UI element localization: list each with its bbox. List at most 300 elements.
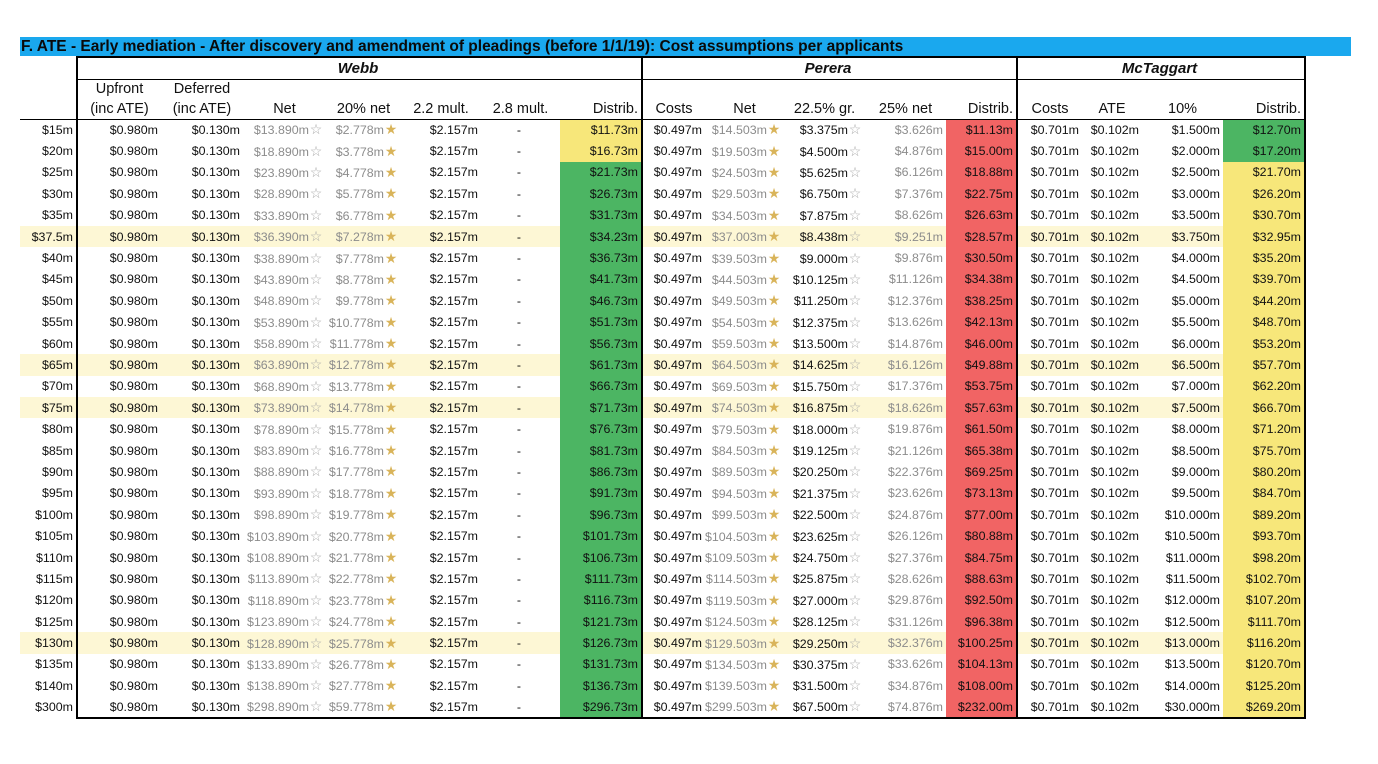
cell-value: $10.500m bbox=[1164, 529, 1221, 544]
cell-w-def bbox=[161, 376, 243, 397]
cell-w-28 bbox=[481, 590, 560, 611]
cell-value: $0.701m bbox=[1030, 315, 1080, 330]
cell-w-dist bbox=[560, 376, 642, 397]
cell-m-dist bbox=[1223, 205, 1305, 226]
cell-p-net bbox=[705, 140, 784, 161]
cell-m-10 bbox=[1142, 697, 1223, 718]
cell-w-20 bbox=[326, 162, 401, 183]
cell-m-dist bbox=[1223, 183, 1305, 204]
cell-value: $111.70m bbox=[1247, 614, 1302, 629]
cell-value: $33.626m bbox=[887, 657, 944, 672]
cell-value: $0.701m bbox=[1030, 464, 1080, 479]
cell-value: $0.701m bbox=[1030, 507, 1080, 522]
cell-value: $73.890m bbox=[253, 401, 309, 416]
cell-p-225 bbox=[784, 312, 865, 333]
cell-p-dist bbox=[946, 632, 1017, 653]
row-label: $125m bbox=[35, 614, 73, 629]
star-filled-icon: ★ bbox=[767, 313, 781, 330]
cell-p-costs bbox=[642, 547, 705, 568]
cell-w-net bbox=[243, 290, 326, 311]
cell-value: $18.000m bbox=[792, 422, 849, 437]
cell-p-costs bbox=[642, 162, 705, 183]
cell-w-up bbox=[77, 568, 161, 589]
cell-value: $14.778m bbox=[328, 401, 384, 416]
col-upfront: Upfront bbox=[77, 79, 161, 99]
cell-p-dist bbox=[946, 162, 1017, 183]
cell-value: $57.63m bbox=[964, 400, 1014, 415]
cell-value: $0.701m bbox=[1030, 443, 1080, 458]
cell-value: $9.778m bbox=[335, 294, 384, 309]
cell-value: $0.497m bbox=[653, 486, 702, 501]
cell-w-22 bbox=[401, 312, 481, 333]
cell-value: $58.890m bbox=[253, 337, 309, 352]
cell-value: $0.497m bbox=[653, 614, 702, 629]
cell-value: $29.876m bbox=[887, 593, 944, 608]
cell-value: $0.701m bbox=[1030, 636, 1080, 651]
cell-p-net bbox=[705, 205, 784, 226]
cell-w-28 bbox=[481, 140, 560, 161]
cell-value: $0.701m bbox=[1030, 293, 1080, 308]
cell-w-28 bbox=[481, 162, 560, 183]
cell-value: $23.626m bbox=[887, 486, 944, 501]
star-outline-icon: ☆ bbox=[848, 185, 862, 202]
cell-value: $19.778m bbox=[328, 508, 384, 523]
cell-m-dist bbox=[1223, 312, 1305, 333]
cell-value: $15.750m bbox=[792, 379, 849, 394]
cell-value: $0.102m bbox=[1090, 422, 1140, 437]
cell-m-costs bbox=[1017, 568, 1082, 589]
star-outline-icon: ☆ bbox=[848, 527, 862, 544]
cell-value: $0.980m bbox=[109, 315, 158, 330]
cell-m-costs bbox=[1017, 418, 1082, 439]
cell-value: $0.497m bbox=[653, 678, 702, 693]
cell-value: $0.701m bbox=[1030, 336, 1080, 351]
cell-p-dist bbox=[946, 440, 1017, 461]
cell-value: $2.157m bbox=[429, 464, 478, 479]
cell-p-net bbox=[705, 632, 784, 653]
star-outline-icon: ☆ bbox=[848, 442, 862, 459]
cell-value: $138.890m bbox=[246, 679, 309, 694]
cell-w-20 bbox=[326, 376, 401, 397]
table-row bbox=[20, 632, 1305, 653]
cell-value: $0.980m bbox=[109, 699, 158, 714]
cell-value: - bbox=[516, 293, 522, 308]
cell-value: $93.70m bbox=[1252, 529, 1302, 544]
cell-p-225 bbox=[784, 205, 865, 226]
cell-w-def bbox=[161, 568, 243, 589]
cell-value: - bbox=[516, 379, 522, 394]
cell-value: $0.130m bbox=[191, 251, 240, 266]
cell-w-net bbox=[243, 140, 326, 161]
cell-w-def bbox=[161, 247, 243, 268]
cell-w-28 bbox=[481, 333, 560, 354]
star-outline-icon: ☆ bbox=[309, 163, 323, 180]
cell-w-28 bbox=[481, 547, 560, 568]
cell-m-ate bbox=[1082, 590, 1142, 611]
cell-value: $0.130m bbox=[191, 122, 240, 137]
cell-value: $27.778m bbox=[328, 679, 384, 694]
cell-value: $31.126m bbox=[887, 614, 944, 629]
cell-value: $0.497m bbox=[653, 186, 702, 201]
cell-w-net bbox=[243, 654, 326, 675]
cell-w-dist bbox=[560, 418, 642, 439]
cell-value: $2.157m bbox=[429, 122, 478, 137]
cell-p-25 bbox=[865, 205, 946, 226]
cell-p-net bbox=[705, 483, 784, 504]
cell-w-net bbox=[243, 119, 326, 140]
star-filled-icon: ★ bbox=[767, 549, 781, 565]
cell-w-28 bbox=[481, 376, 560, 397]
star-outline-icon: ☆ bbox=[309, 335, 323, 352]
cell-value: $0.980m bbox=[109, 422, 158, 437]
cell-w-22 bbox=[401, 525, 481, 546]
cell-value: $93.890m bbox=[253, 486, 309, 501]
cell-value: $46.00m bbox=[964, 336, 1014, 351]
cell-w-dist bbox=[560, 440, 642, 461]
cell-value: $0.497m bbox=[653, 529, 702, 544]
cell-value: $0.980m bbox=[109, 144, 158, 159]
cell-value: $43.890m bbox=[253, 272, 309, 287]
cell-m-10 bbox=[1142, 611, 1223, 632]
cell-value: $67.500m bbox=[792, 700, 849, 715]
cell-value: $30.50m bbox=[964, 251, 1014, 266]
star-outline-icon: ☆ bbox=[848, 570, 862, 587]
cell-value: $29.503m bbox=[711, 187, 768, 202]
cell-value: $139.503m bbox=[705, 679, 768, 694]
cell-value: $81.73m bbox=[589, 443, 638, 458]
cell-w-def bbox=[161, 205, 243, 226]
cell-p-225 bbox=[784, 547, 865, 568]
cell-value: $0.701m bbox=[1030, 422, 1080, 437]
cell-m-dist bbox=[1223, 119, 1305, 140]
cell-value: $80.20m bbox=[1252, 464, 1302, 479]
cell-value: $111.73m bbox=[584, 571, 638, 586]
cell-w-20 bbox=[326, 568, 401, 589]
cell-w-20 bbox=[326, 290, 401, 311]
cell-value: $0.130m bbox=[191, 614, 240, 629]
cell-w-def bbox=[161, 140, 243, 161]
group-perera: Perera bbox=[642, 57, 1017, 79]
cell-w-dist bbox=[560, 354, 642, 375]
star-filled-icon: ★ bbox=[384, 420, 398, 437]
row-label: $140m bbox=[35, 678, 73, 693]
cell-w-28 bbox=[481, 312, 560, 333]
cell-p-25 bbox=[865, 611, 946, 632]
cell-value: $0.497m bbox=[653, 464, 702, 479]
cell-value: $2.157m bbox=[429, 529, 478, 544]
cell-m-10 bbox=[1142, 418, 1223, 439]
cell-w-up bbox=[77, 632, 161, 653]
star-outline-icon: ☆ bbox=[848, 292, 862, 309]
cell-value: $20.778m bbox=[328, 529, 384, 544]
cell-value: $0.130m bbox=[191, 144, 240, 159]
cell-p-costs bbox=[642, 440, 705, 461]
cell-value: $18.890m bbox=[253, 144, 309, 159]
cell-m-dist bbox=[1223, 654, 1305, 675]
cell-p-costs bbox=[642, 632, 705, 653]
cell-w-net bbox=[243, 697, 326, 718]
cell-value: $0.701m bbox=[1030, 379, 1080, 394]
cell-m-ate bbox=[1082, 654, 1142, 675]
cell-p-net bbox=[705, 119, 784, 140]
star-outline-icon: ☆ bbox=[309, 549, 323, 565]
cell-value: $0.701m bbox=[1030, 614, 1080, 629]
row-label: $110m bbox=[36, 550, 73, 565]
cell-p-225 bbox=[784, 247, 865, 268]
cell-value: $3.750m bbox=[1171, 229, 1221, 244]
cell-p-225 bbox=[784, 675, 865, 696]
cell-value: $118.890m bbox=[247, 593, 309, 608]
cell-p-costs bbox=[642, 140, 705, 161]
cell-p-net bbox=[705, 525, 784, 546]
cell-p-225 bbox=[784, 140, 865, 161]
cell-value: - bbox=[516, 593, 522, 608]
cell-value: $84.75m bbox=[964, 550, 1014, 565]
cell-value: $13.000m bbox=[1164, 636, 1221, 651]
cell-m-ate bbox=[1082, 183, 1142, 204]
cell-value: $21.73m bbox=[589, 165, 638, 180]
cell-value: - bbox=[516, 336, 522, 351]
cell-value: $0.980m bbox=[109, 636, 158, 651]
cell-value: $10.778m bbox=[328, 315, 384, 330]
cell-value: $0.980m bbox=[109, 507, 158, 522]
cell-w-22 bbox=[401, 397, 481, 418]
cell-w-up bbox=[77, 333, 161, 354]
star-outline-icon: ☆ bbox=[848, 142, 862, 159]
cell-m-costs bbox=[1017, 525, 1082, 546]
cell-value: $0.497m bbox=[653, 422, 702, 437]
cell-p-25 bbox=[865, 697, 946, 718]
cell-p-dist bbox=[946, 397, 1017, 418]
cell-value: $44.20m bbox=[1252, 293, 1302, 308]
cell-value: $15.00m bbox=[964, 144, 1014, 159]
cell-value: - bbox=[516, 571, 522, 586]
cell-value: $116.73m bbox=[583, 593, 638, 608]
cell-p-net bbox=[705, 397, 784, 418]
cell-value: $0.130m bbox=[191, 186, 240, 201]
cell-value: - bbox=[516, 165, 522, 180]
star-outline-icon: ☆ bbox=[848, 206, 862, 223]
cell-value: $8.000m bbox=[1171, 422, 1221, 437]
cell-p-25 bbox=[865, 504, 946, 525]
cell-value: $18.626m bbox=[887, 400, 944, 415]
cell-p-225 bbox=[784, 461, 865, 482]
cell-value: $9.251m bbox=[894, 229, 944, 244]
col-mct-distrib: Distrib. bbox=[1223, 99, 1305, 119]
cell-p-net bbox=[705, 697, 784, 718]
cell-value: $42.13m bbox=[964, 315, 1014, 330]
cost-assumptions-table bbox=[20, 56, 1306, 719]
cell-p-225 bbox=[784, 226, 865, 247]
cell-p-net bbox=[705, 312, 784, 333]
cell-w-up bbox=[77, 697, 161, 718]
cell-value: $46.73m bbox=[589, 293, 638, 308]
cell-w-22 bbox=[401, 205, 481, 226]
cell-p-net bbox=[705, 440, 784, 461]
cell-w-dist bbox=[560, 547, 642, 568]
cell-value: $91.73m bbox=[589, 486, 638, 501]
table-row bbox=[20, 440, 1305, 461]
cell-value: $8.500m bbox=[1171, 443, 1221, 458]
cell-p-net bbox=[705, 354, 784, 375]
cell-w-20 bbox=[326, 461, 401, 482]
row-label: $85m bbox=[42, 443, 73, 458]
cell-p-costs bbox=[642, 590, 705, 611]
cell-value: $3.500m bbox=[1171, 208, 1221, 223]
cell-w-def bbox=[161, 312, 243, 333]
col-mct-ate: ATE bbox=[1098, 100, 1126, 117]
cell-value: $75.70m bbox=[1252, 443, 1302, 458]
cell-p-dist bbox=[946, 140, 1017, 161]
cell-value: $0.102m bbox=[1090, 657, 1140, 672]
cell-p-dist bbox=[946, 247, 1017, 268]
star-filled-icon: ★ bbox=[767, 591, 781, 608]
cell-w-28 bbox=[481, 269, 560, 290]
cell-m-dist bbox=[1223, 483, 1305, 504]
cell-value: $41.73m bbox=[589, 272, 638, 287]
cell-m-ate bbox=[1082, 547, 1142, 568]
cell-value: $0.497m bbox=[653, 400, 702, 415]
cell-w-def bbox=[161, 183, 243, 204]
cell-value: $99.503m bbox=[711, 508, 768, 523]
cell-p-225 bbox=[784, 162, 865, 183]
cell-m-costs bbox=[1017, 226, 1082, 247]
table-row bbox=[20, 162, 1305, 183]
cell-value: $126.73m bbox=[582, 636, 638, 651]
cell-value: $53.890m bbox=[253, 315, 309, 330]
cell-value: $24.503m bbox=[711, 165, 768, 180]
cell-value: $0.497m bbox=[653, 272, 702, 287]
cell-p-25 bbox=[865, 461, 946, 482]
cell-value: $0.980m bbox=[109, 379, 158, 394]
star-outline-icon: ☆ bbox=[309, 292, 323, 309]
cell-m-ate bbox=[1082, 333, 1142, 354]
cell-value: $0.497m bbox=[653, 208, 702, 223]
cell-w-22 bbox=[401, 183, 481, 204]
cell-value: $18.778m bbox=[328, 486, 384, 501]
cell-value: $89.20m bbox=[1252, 507, 1302, 522]
row-label: $100m bbox=[35, 507, 73, 522]
cell-w-28 bbox=[481, 568, 560, 589]
star-filled-icon: ★ bbox=[384, 613, 398, 630]
cell-value: $0.497m bbox=[653, 165, 702, 180]
star-filled-icon: ★ bbox=[384, 549, 398, 565]
cell-w-net bbox=[243, 376, 326, 397]
cell-w-def bbox=[161, 418, 243, 439]
cell-value: - bbox=[516, 657, 522, 672]
row-label: $20m bbox=[42, 144, 73, 159]
cell-value: $19.876m bbox=[887, 422, 944, 437]
cell-value: $61.73m bbox=[589, 357, 638, 372]
cell-value: $51.73m bbox=[589, 315, 638, 330]
cell-p-dist bbox=[946, 290, 1017, 311]
cell-value: - bbox=[516, 507, 522, 522]
cell-value: $78.890m bbox=[253, 422, 309, 437]
cell-value: $64.503m bbox=[711, 358, 768, 373]
cell-value: $88.890m bbox=[253, 465, 309, 480]
cell-value: $66.70m bbox=[1252, 400, 1302, 415]
cell-value: $10.125m bbox=[792, 272, 849, 287]
cell-value: $26.20m bbox=[1252, 186, 1302, 201]
cell-p-costs bbox=[642, 654, 705, 675]
cell-p-dist bbox=[946, 697, 1017, 718]
cell-value: $129.503m bbox=[705, 636, 768, 651]
cell-w-def bbox=[161, 504, 243, 525]
cell-value: $22.75m bbox=[964, 186, 1014, 201]
cell-w-def bbox=[161, 119, 243, 140]
cell-m-10 bbox=[1142, 119, 1223, 140]
cell-value: $9.500m bbox=[1171, 486, 1221, 501]
cell-p-dist bbox=[946, 675, 1017, 696]
cell-value: - bbox=[516, 486, 522, 501]
cell-w-net bbox=[243, 162, 326, 183]
table-row bbox=[20, 312, 1305, 333]
cell-w-28 bbox=[481, 611, 560, 632]
col-perera-net: Net bbox=[733, 100, 756, 117]
star-outline-icon: ☆ bbox=[848, 313, 862, 330]
cell-value: $17.376m bbox=[887, 379, 944, 394]
star-outline-icon: ☆ bbox=[848, 591, 862, 608]
cell-m-dist bbox=[1223, 504, 1305, 525]
cell-value: $84.503m bbox=[711, 444, 768, 459]
cell-value: $20.250m bbox=[792, 465, 849, 480]
cell-w-20 bbox=[326, 525, 401, 546]
cell-m-ate bbox=[1082, 461, 1142, 482]
table-row bbox=[20, 547, 1305, 568]
cell-w-def bbox=[161, 697, 243, 718]
cell-value: $11.126m bbox=[888, 272, 944, 287]
cell-m-dist bbox=[1223, 397, 1305, 418]
cell-value: $116.20m bbox=[1246, 636, 1302, 651]
cell-m-ate bbox=[1082, 697, 1142, 718]
cell-value: $83.890m bbox=[253, 444, 309, 459]
cell-value: $12.500m bbox=[1164, 614, 1221, 629]
cell-value: $0.102m bbox=[1090, 464, 1140, 479]
cell-value: $26.63m bbox=[964, 208, 1014, 223]
cell-value: $114.503m bbox=[705, 572, 768, 587]
cell-value: $69.503m bbox=[711, 379, 768, 394]
cell-p-dist bbox=[946, 611, 1017, 632]
cell-value: $19.125m bbox=[792, 444, 849, 459]
cell-value: $66.73m bbox=[589, 379, 638, 394]
star-filled-icon: ★ bbox=[767, 399, 781, 416]
cell-w-22 bbox=[401, 611, 481, 632]
cell-w-up bbox=[77, 440, 161, 461]
cell-value: $133.890m bbox=[246, 657, 309, 672]
col-upfront-sub: (inc ATE) bbox=[77, 99, 161, 119]
cell-value: $0.130m bbox=[191, 357, 240, 372]
cell-value: $26.73m bbox=[589, 186, 638, 201]
star-filled-icon: ★ bbox=[767, 377, 781, 394]
row-label: $135m bbox=[35, 657, 73, 672]
star-filled-icon: ★ bbox=[384, 270, 398, 287]
cell-value: $0.701m bbox=[1030, 229, 1080, 244]
star-outline-icon: ☆ bbox=[848, 335, 862, 352]
cell-w-def bbox=[161, 269, 243, 290]
cell-value: $11.000m bbox=[1165, 550, 1221, 565]
cell-value: $2.157m bbox=[429, 422, 478, 437]
cell-w-up bbox=[77, 290, 161, 311]
cell-value: $8.438m bbox=[799, 230, 849, 245]
table-row bbox=[20, 333, 1305, 354]
cell-value: $21.778m bbox=[328, 551, 384, 565]
cell-m-dist bbox=[1223, 697, 1305, 718]
cell-m-costs bbox=[1017, 312, 1082, 333]
star-outline-icon: ☆ bbox=[309, 420, 323, 437]
star-outline-icon: ☆ bbox=[309, 484, 323, 501]
col-mct-10: 10% bbox=[1168, 100, 1198, 117]
cell-m-10 bbox=[1142, 312, 1223, 333]
